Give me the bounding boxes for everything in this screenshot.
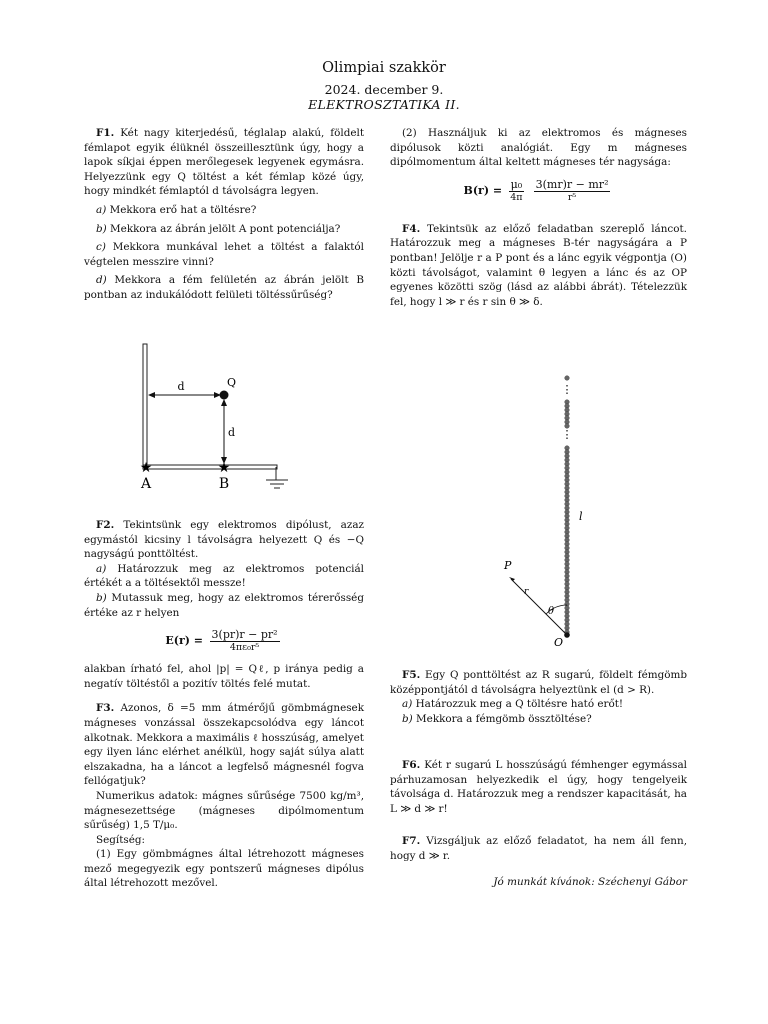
f2-eq-numerator: 3(pr)r − pr² <box>211 628 278 642</box>
f3-eq-lhs: B(r) = <box>463 183 503 197</box>
f1-label-d-side: d <box>228 426 236 439</box>
f3-eq-denominator: r⁵ <box>567 191 577 203</box>
page-subtitle: ELEKTROSZTATIKA II. <box>308 97 460 112</box>
problem-f2 <box>84 518 364 891</box>
f2-eq-lhs: E(r) = <box>165 634 204 648</box>
f1-b-label: b) <box>96 222 107 235</box>
f5-b-label: b) <box>402 712 413 725</box>
problem-f6 <box>390 758 687 816</box>
f2-equation <box>84 628 364 654</box>
f6-label: F6. <box>402 759 421 771</box>
f1-label-b: B <box>218 476 230 492</box>
chain-dots-mid: ⋮ <box>561 428 573 441</box>
problem-f1 <box>84 126 364 303</box>
f3-label: F3. <box>96 702 115 715</box>
f2-a: Határozzuk meg az elektromos potenciál értékét a a töltésektől messze! <box>84 562 364 590</box>
f3-eq-const-num: μ₀ <box>510 177 523 191</box>
f2-b-label: b) <box>96 591 107 604</box>
f5-label: F5. <box>402 669 421 681</box>
f3-eq-const-den: 4π <box>510 191 523 203</box>
f1-figure <box>130 340 300 500</box>
f3-numeric: Numerikus adatok: mágnes sűrűsége 7500 kg/m³, mágnesezettsége (mágneses dipólmomentum sűrűség) 1,5 T/μ₀. <box>84 789 364 832</box>
f2-label: F2. <box>96 519 115 531</box>
signature: Jó munkát kívánok: Széchenyi Gábor <box>493 876 687 889</box>
charge-q <box>220 391 229 400</box>
page-date: 2024. december 9. <box>324 82 444 97</box>
f3-help-title: Segítség: <box>96 833 146 846</box>
f1-d: Mekkora a fém felületén az ábrán jelölt B pontban az indukálódott felületi töltéssűrűség? <box>84 274 364 301</box>
right-column-top <box>390 126 687 309</box>
f4-figure <box>490 368 600 652</box>
f2-eq-denominator: 4πε₀r⁵ <box>229 642 260 654</box>
f1-vertical-plate <box>143 344 147 468</box>
f2-b: Mutassuk meg, hogy az elektromos térerősség értéke az r helyen <box>84 591 364 619</box>
f6-text: Két r sugarú L hosszúságú fémhenger egymással párhuzamosan helyezkedik el úgy, hogy tengelyeik távolsága d. Határozzuk meg a rendszer kapacitását, ha L ≫ d ≫ r! <box>390 759 687 815</box>
magnet-bead <box>565 376 570 381</box>
f4-label: F4. <box>402 222 421 235</box>
f3-eq-numerator: 3(mr)r − mr² <box>535 177 609 191</box>
f4-label-p: P <box>504 559 512 572</box>
chain-dots-top: ⋮ <box>561 383 573 396</box>
f3-text: Azonos, δ =5 mm átmérőjű gömbmágnesek mágneses vonzással összekapcsolódva egy láncot alkotnak. Mekkora a maximális ℓ hosszúság, amelyet egy ilyen lánc elérhet anélkül, hogy saját súlya alatt elszakadna, ha a láncot a legfelső mágnesnél fogva fellógatjuk? <box>84 702 364 788</box>
problem-f7 <box>390 834 687 890</box>
f7-label: F7. <box>402 835 421 847</box>
f4-label-l: l <box>579 510 583 523</box>
f7-text: Vizsgáljuk az előző feladatot, ha nem áll fenn, hogy d ≫ r. <box>390 835 687 862</box>
f5-a: Határozzuk meg a Q töltésre ható erőt! <box>415 698 624 711</box>
f1-c: Mekkora munkával lehet a töltést a falaktól végtelen messzire vinni? <box>84 241 364 268</box>
f1-horizontal-plate <box>143 465 277 469</box>
point-b-star: ★ <box>217 460 231 476</box>
problem-f3 <box>84 701 364 789</box>
f2-a-label: a) <box>96 562 107 575</box>
problem-f4 <box>390 222 687 310</box>
f5-text: Egy Q ponttöltést az R sugarú, földelt fémgömb középpontjától d távolságra helyeztünk el (d > R). <box>390 669 687 696</box>
page-title: Olimpiai szakkör <box>322 60 446 76</box>
f1-label-a: A <box>140 476 152 492</box>
f1-a-label: a) <box>96 203 107 216</box>
f1-c-label: c) <box>96 241 106 254</box>
f5-b: Mekkora a fémgömb össztöltése? <box>416 712 592 725</box>
f5-a-label: a) <box>402 698 413 711</box>
problem-f5 <box>390 668 687 726</box>
f1-a: Mekkora erő hat a töltésre? <box>109 203 257 216</box>
f1-label-d-top: d <box>177 380 185 393</box>
f3-help1: (1) Egy gömbmágnes által létrehozott mágneses mező megegyezik egy pontszerű mágneses dipólus által létrehozott mezővel. <box>84 848 364 890</box>
f1-text: Két nagy kiterjedésű, téglalap alakú, földelt fémlapot egyik élüknél összeillesztünk úgy, hogy a lapok síkjai éppen merőlegesek legyenek egymásra. Helyezzünk egy Q töltést a két fémlap közé úgy, hogy mindkét fémlaptól d távolságra legyen. <box>84 127 364 198</box>
magnet-chain <box>564 376 570 638</box>
f1-label: F1. <box>96 127 115 139</box>
f2-after: alakban írható fel, ahol |p| = Qℓ, p iránya pedig a negatív töltéstől a pozitív töltés felé mutat. <box>84 663 364 690</box>
f2-text: Tekintsünk egy elektromos dipólust, azaz egymástól kicsiny l távolságra helyezett Q és −Q nagyságú ponttöltést. <box>84 519 364 561</box>
f4-label-theta: θ <box>548 606 555 617</box>
point-a-star: ★ <box>139 460 153 476</box>
vector-r <box>511 579 567 635</box>
f4-label-o: O <box>554 636 564 649</box>
f4-label-r: r <box>524 587 529 597</box>
f3-help2: (2) Használjuk ki az elektromos és mágneses dipólusok közti analógiát. Egy m mágneses dipólmomentum által keltett mágneses tér nagysága: <box>390 127 687 169</box>
f1-d-label: d) <box>96 274 107 287</box>
f1-label-q: Q <box>227 376 237 389</box>
f1-b: Mekkora az ábrán jelölt A pont potenciálja? <box>110 222 341 235</box>
f4-text: Tekintsük az előző feladatban szereplő láncot. Határozzuk meg a mágneses B-tér nagyságára a P pontban! Jelölje r a P pont és a lánc egyik végpontja (O) közti távolságot, valamint θ legyen a lánc és az OP egyenes közötti szög (lásd az alábbi ábrát). Tételezzük fel, hogy l ≫ r és r sin θ ≫ δ. <box>390 222 687 308</box>
f3-equation <box>390 178 687 204</box>
